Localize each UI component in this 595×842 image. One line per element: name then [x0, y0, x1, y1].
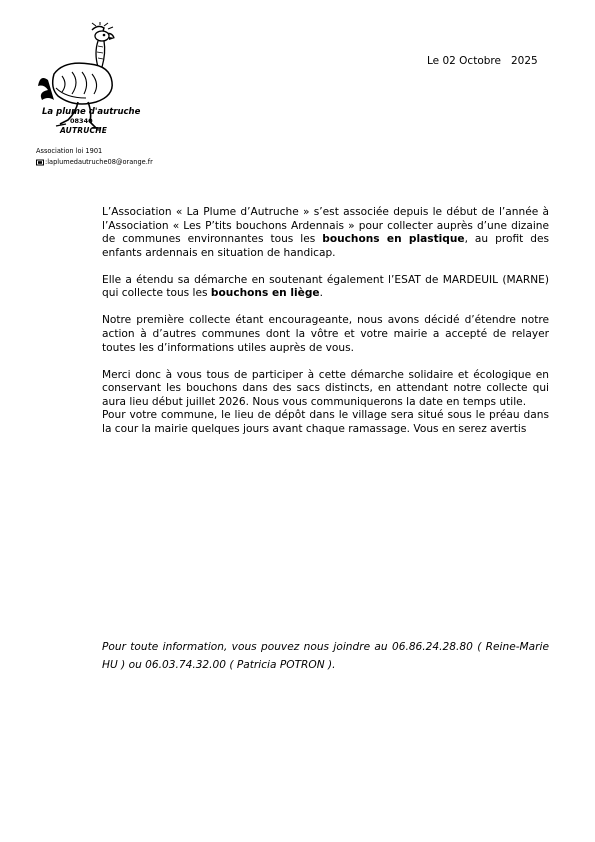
logo-line-name: La plume d'autruche: [42, 107, 141, 117]
bouchons-liege-emphasis: bouchons en liège: [210, 287, 320, 300]
association-label: Association loi 1901: [36, 147, 103, 155]
paragraph-intro: [102, 206, 549, 260]
paragraph-depot: Pour votre commune, le lieu de dépôt dans le village sera situé sous le préau dans la cour la mairie quelques jours avant chaque ramassage. Vous en serez avertis: [102, 409, 549, 435]
logo-caption: [42, 108, 142, 135]
paragraph-intro-text-a: L’Association « La Plume d’Autruche » s’est associée depuis le début de l’année à l’Association « Les P’tits bouchons Ardennais » pour collecter auprès d’une dizaine de communes environnantes tous les: [102, 206, 549, 246]
phone-mail-icon: [36, 159, 44, 166]
paragraph-collecte: Notre première collecte étant encourageante, nous avons décidé d’étendre notre action à d’autres communes dont la vôtre et votre mairie a accepté de relayer toutes les d’informations utiles auprès de vous.: [102, 314, 549, 354]
association-info: [36, 146, 153, 168]
letter-body: [102, 206, 549, 436]
email-address[interactable]: :laplumedautruche08@orange.fr: [45, 158, 153, 166]
paragraph-esat-text-a: Elle a étendu sa démarche en soutenant également l’ESAT de MARDEUIL (MARNE) qui collecte tous les: [102, 273, 549, 300]
bouchons-plastique-emphasis: bouchons en plastique: [322, 233, 465, 246]
paragraph-merci: Merci donc à vous tous de participer à cette démarche solidaire et écologique en conservant les bouchons dans des sacs distincts, en attendant notre collecte qui aura lieu début juillet 2026. Nous vous communiquerons la date en temps utile.: [102, 368, 549, 408]
contact-information: Pour toute information, vous pouvez nous joindre au 06.86.24.28.80 ( Reine-Marie HU ) ou 06.03.74.32.00 ( Patricia POTRON ).: [102, 641, 549, 671]
paragraph-intro-text-b: , au profit des enfants ardennais en situation de handicap.: [102, 233, 550, 259]
letter-date: Le 02 Octobre 2025: [427, 55, 538, 67]
email-line: [36, 157, 153, 168]
paragraph-esat: [102, 274, 549, 301]
paragraph-esat-text-b: .: [319, 287, 323, 300]
logo-line-town: AUTRUCHE: [60, 126, 108, 135]
logo-line-postcode: 08340: [70, 117, 93, 125]
